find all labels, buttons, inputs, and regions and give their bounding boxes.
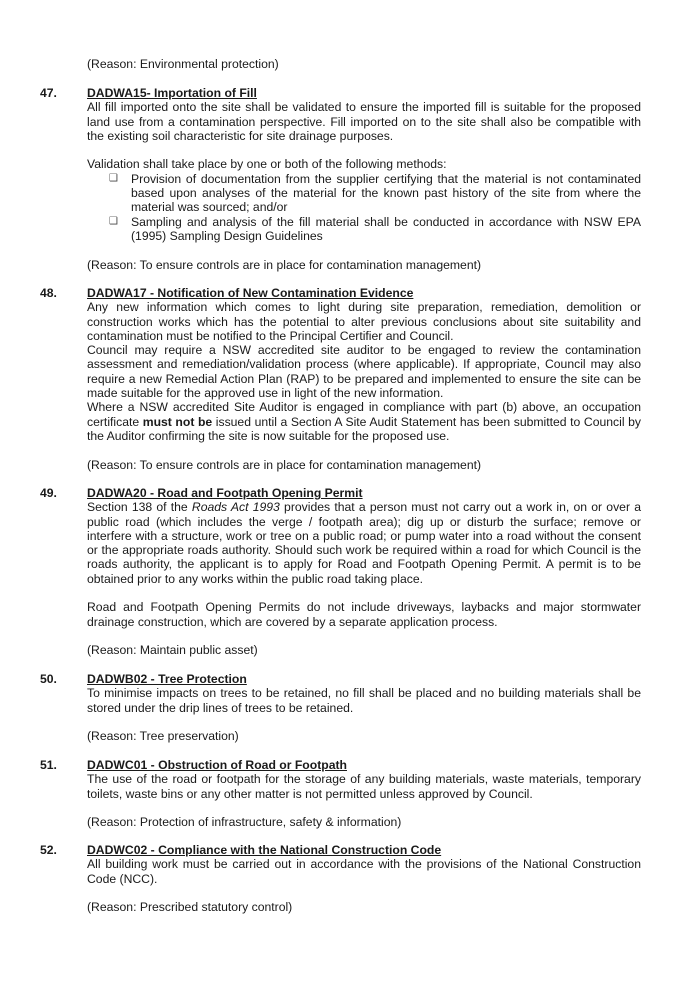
- list-item: [87, 172, 641, 215]
- condition-paragraph: Any new information which comes to light during site preparation, remediation, demolition or construction works which has the potential to alter previous conclusions about site suitability and contamination must be notified to the Principal Certifier and Council.: [87, 300, 641, 343]
- condition-paragraph: [87, 400, 641, 443]
- condition-title: DADWC01 - Obstruction of Road or Footpath: [87, 758, 347, 772]
- condition-number: 48.: [40, 286, 57, 300]
- reason-text: (Reason: Maintain public asset): [87, 643, 258, 658]
- reason-text: (Reason: To ensure controls are in place for contamination management): [87, 257, 482, 272]
- condition-paragraph: [87, 500, 641, 586]
- condition-paragraph: Council may require a NSW accredited site auditor to be engaged to review the contamination assessment and remediation/validation process (where applicable). If appropriate, Council may also require a new Remedial Action Plan (RAP) to be prepared and implemented to ensure the site can be made suitable for the approved use in light of the new information.: [87, 343, 641, 401]
- reason-text: (Reason: Environmental protection): [87, 57, 279, 71]
- condition-number: 52.: [40, 843, 57, 857]
- bold-text-run: must not be: [142, 414, 213, 429]
- condition-paragraph: Validation shall take place by one or both of the following methods:: [87, 157, 447, 172]
- condition-paragraph: The use of the road or footpath for the storage of any building materials, waste materials, temporary toilets, waste bins or any other matter is not permitted unless approved by Council.: [87, 772, 641, 801]
- condition-number: 47.: [40, 86, 57, 100]
- condition-paragraph: Road and Footpath Opening Permits do not include driveways, laybacks and major stormwater drainage construction, which are covered by a separate application process.: [87, 600, 641, 629]
- condition-paragraph: All building work must be carried out in accordance with the provisions of the National Construction Code (NCC).: [87, 857, 641, 886]
- text-run: issued until a Section A Site Audit Statement has been submitted to Council by the Auditor confirming the site is now suitable for the proposed use.: [87, 414, 641, 443]
- text-run: provides that a person must not carry out a work in, on or over a public road (which includes the verge / footpath area); dig up or disturb the surface; remove or interfere with a structure, work or tree on a public road; or pump water into a road without the consent or the appropriate roads authority. Should such work be required within a road for which Council is the roads authority, the applicant is to apply for Road and Footpath Opening Permit. A permit is to be obtained prior to any works within the public road taking place.: [87, 500, 641, 586]
- checkbox-bullet-icon: ❑: [109, 172, 118, 184]
- condition-number: 51.: [40, 758, 57, 772]
- text-run: Where a NSW accredited Site Auditor is engaged in compliance with part (b) above, an occupation certificate: [87, 400, 641, 429]
- checkbox-bullet-icon: ❑: [109, 215, 118, 227]
- reason-text: (Reason: Protection of infrastructure, safety & information): [87, 815, 402, 830]
- italic-text-run: Roads Act 1993: [191, 500, 280, 515]
- condition-number: 49.: [40, 486, 57, 500]
- condition-number: 50.: [40, 672, 57, 686]
- text-run: Section 138 of the: [87, 500, 192, 515]
- reason-text: (Reason: To ensure controls are in place for contamination management): [87, 457, 482, 472]
- condition-title: DADWA17 - Notification of New Contamination Evidence: [87, 286, 414, 300]
- condition-title: DADWC02 - Compliance with the National Construction Code: [87, 843, 442, 857]
- list-item: [87, 215, 641, 244]
- condition-title: DADWA15- Importation of Fill: [87, 86, 257, 100]
- reason-text: (Reason: Tree preservation): [87, 729, 239, 744]
- list-item-text: Provision of documentation from the supplier certifying that the material is not contaminated based upon analyses of the material for the known past history of the site from where the material was sourced; and/or: [131, 171, 641, 215]
- reason-text: (Reason: Prescribed statutory control): [87, 900, 293, 915]
- list-item-text: Sampling and analysis of the fill material shall be conducted in accordance with NSW EPA (1995) Sampling Design Guidelines: [131, 214, 641, 243]
- condition-paragraph: To minimise impacts on trees to be retained, no fill shall be placed and no building materials shall be stored under the drip lines of trees to be retained.: [87, 686, 641, 715]
- condition-title: DADWA20 - Road and Footpath Opening Permit: [87, 486, 363, 500]
- condition-paragraph: All fill imported onto the site shall be validated to ensure the imported fill is suitable for the proposed land use from a contamination perspective. Fill imported on to the site shall also be compatible with the existing soil characteristic for site drainage purposes.: [87, 100, 641, 143]
- condition-title: DADWB02 - Tree Protection: [87, 672, 247, 686]
